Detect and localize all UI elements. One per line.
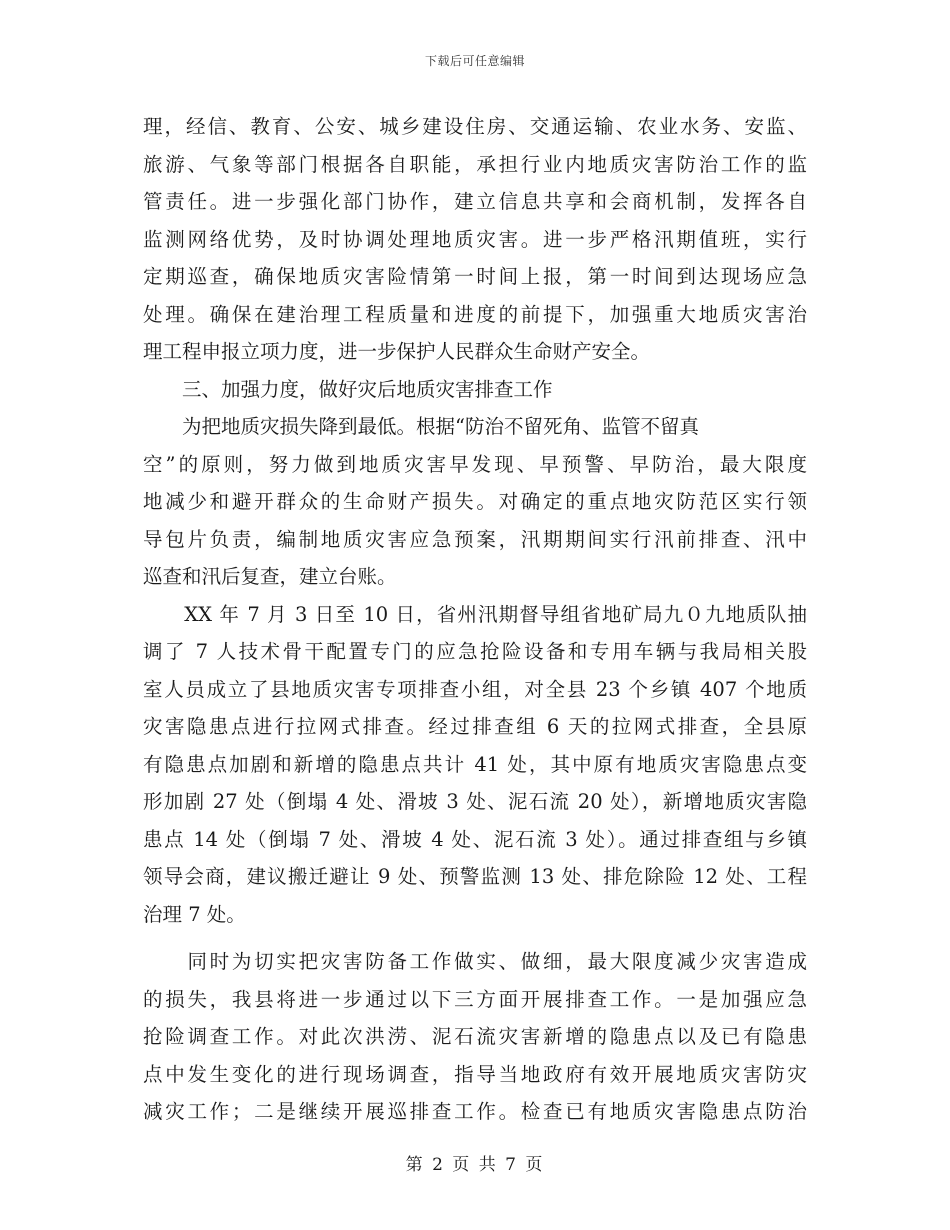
text-line: 抢险调查工作。对此次洪涝、泥石流灾害新增的隐患点以及已有隐患	[143, 1025, 807, 1048]
paragraph-gap	[143, 933, 807, 943]
text-line: 患点 14 处（倒塌 7 处、滑坡 4 处、泥石流 3 处）。通过排查组与乡镇	[143, 827, 807, 851]
text-line: 三、加强力度，做好灾后地质灾害排查工作	[143, 377, 553, 401]
text-line: 减灾工作；二是继续开展巡排查工作。检查已有地质灾害隐患点防治	[143, 1100, 807, 1123]
text-line: 巡查和汛后复查，建立台账。	[143, 565, 397, 588]
section-heading	[143, 371, 807, 409]
text-line: 定期巡查，确保地质灾害险情第一时间上报，第一时间到达现场应急	[143, 265, 807, 288]
text-line: 的损失，我县将进一步通过以下三方面开展排查工作。一是加强应急	[143, 987, 807, 1011]
text-line: 管责任。进一步强化部门协作，建立信息共享和会商机制，发挥各自	[143, 190, 807, 213]
paragraph	[143, 943, 807, 1131]
text-line: 同时为切实把灾害防备工作做实、做细，最大限度减少灾害造成	[143, 950, 807, 973]
text-line: 灾害隐患点进行拉网式排查。经过排查组 6 天的拉网式排查，全县原	[143, 715, 807, 738]
text-line: 监测网络优势，及时协调处理地质灾害。进一步严格汛期值班，实行	[143, 227, 807, 251]
text-line: 室人员成立了县地质灾害专项排查小组，对全县 23 个乡镇 407 个地质	[143, 677, 807, 701]
text-line: 为把地质灾损失降到最低。根据“防治不留死角、监管不留真	[143, 415, 699, 438]
body-content	[143, 108, 807, 1131]
text-line: 点中发生变化的进行现场调查，指导当地政府有效开展地质灾害防灾	[143, 1062, 807, 1086]
text-line: 有隐患点加剧和新增的隐患点共计 41 处，其中原有地质灾害隐患点变	[143, 752, 807, 776]
paragraph	[143, 108, 807, 371]
page-header: 下载后可任意编辑	[424, 54, 525, 68]
text-line: 理工程申报立项力度，进一步保护人民群众生命财产安全。	[143, 340, 651, 363]
paragraph	[143, 596, 807, 934]
text-line: 处理。确保在建治理工程质量和进度的前提下，加强重大地质灾害治	[143, 302, 807, 326]
text-line: 调了 7 人技术骨干配置专门的应急抢险设备和专用车辆与我局相关股	[143, 640, 807, 663]
text-line: 地减少和避开群众的生命财产损失。对确定的重点地灾防范区实行领	[143, 490, 807, 513]
text-line: 领导会商，建议搬迁避让 9 处、预警监测 13 处、排危除险 12 处、工程	[143, 865, 807, 888]
text-line: 旅游、气象等部门根据各自职能，承担行业内地质灾害防治工作的监	[143, 152, 807, 176]
paragraph	[143, 408, 807, 596]
text-line: 理，经信、教育、公安、城乡建设住房、交通运输、农业水务、安监、	[143, 115, 807, 138]
page-number-footer: 第 2 页 共 7 页	[405, 1155, 545, 1175]
text-line: 治理 7 处。	[143, 902, 246, 926]
text-line: XX 年 7 月 3 日至 10 日，省州汛期督导组省地矿局九０九地质队抽	[143, 602, 807, 626]
text-line: 导包片负责，编制地质灾害应急预案，汛期期间实行汛前排查、汛中	[143, 527, 807, 551]
text-line: 空”的原则，努力做到地质灾害早发现、早预警、早防治，最大限度	[143, 452, 807, 476]
text-line: 形加剧 27 处（倒塌 4 处、滑坡 3 处、泥石流 20 处），新增地质灾害隐	[143, 790, 807, 813]
